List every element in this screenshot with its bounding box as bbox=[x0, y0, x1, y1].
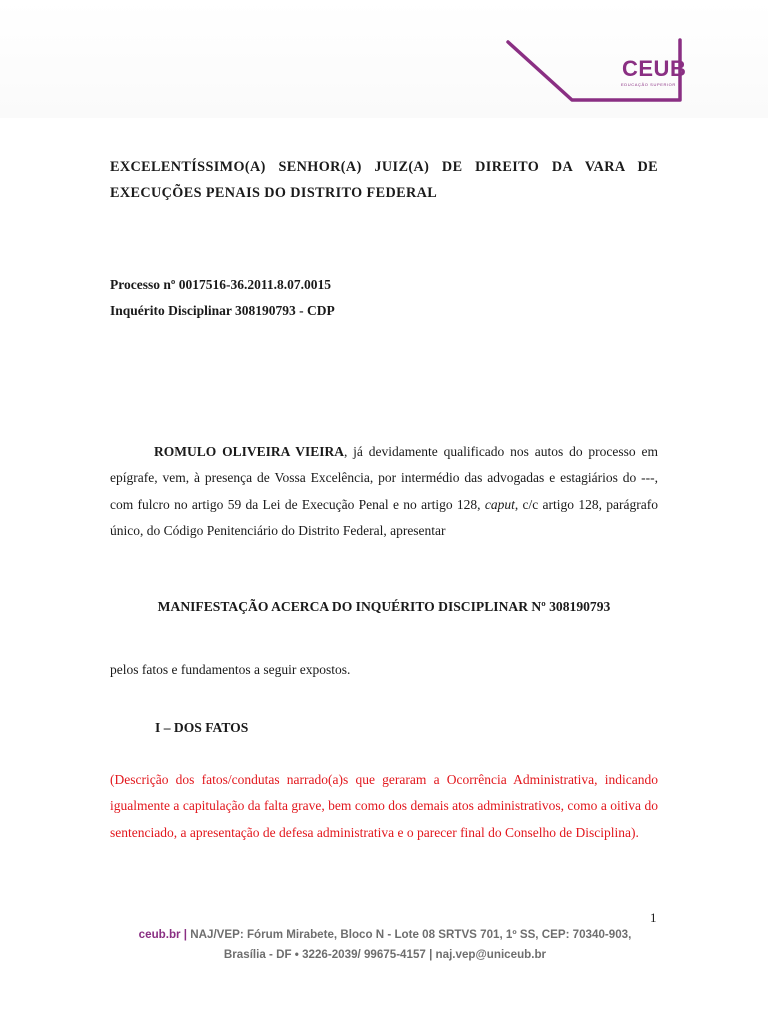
logo-wordmark: CEUB bbox=[622, 56, 687, 81]
footer-separator: | bbox=[183, 928, 188, 941]
ceub-logo bbox=[500, 36, 700, 108]
section-heading-facts: I – DOS FATOS bbox=[155, 720, 249, 735]
document-title: MANIFESTAÇÃO ACERCA DO INQUÉRITO DISCIPLINAR Nº 308190793 bbox=[157, 599, 611, 614]
intro-paragraph bbox=[110, 439, 658, 544]
process-number: Processo nº 0017516-36.2011.8.07.0015 bbox=[110, 277, 331, 292]
logo-subtitle: EDUCAÇÃO SUPERIOR bbox=[621, 82, 676, 87]
page-number: 1 bbox=[650, 910, 657, 925]
footer-line-2: Brasília - DF • 3226-2039/ 99675-4157 | naj.vep@uniceub.br bbox=[223, 948, 547, 961]
process-info bbox=[110, 272, 335, 324]
intro-text-a: , já devidamente qualificado nos autos do processo em epígrafe, vem, à presença de Vossa Excelência, por intermédio das advogadas e estagiários do ---, com fulcro no artigo 59 da Lei de Execução Penal e no artigo 128, bbox=[110, 444, 658, 512]
addressee-line-1: EXCELENTÍSSIMO(A) SENHOR(A) JUIZ(A) DE DIREITO DA VARA DE bbox=[110, 159, 658, 175]
intro-italic-term: caput bbox=[484, 496, 515, 512]
inquiry-number: Inquérito Disciplinar 308190793 - CDP bbox=[110, 303, 335, 318]
footer-site-link[interactable]: ceub.br bbox=[138, 928, 181, 941]
footer-line-1 bbox=[100, 925, 670, 945]
facts-placeholder: (Descrição dos fatos/condutas narrado(a)s que geraram a Ocorrência Administrativa, indicando igualmente a capitulação da falta grave, bem como dos demais atos administrativos, como a oitiva do sentenciado, a apresentação de defesa administrativa e o parecer final do Conselho de Disciplina). bbox=[110, 772, 658, 840]
closing-line: pelos fatos e fundamentos a seguir expostos. bbox=[110, 662, 351, 677]
addressee-line-2: EXECUÇÕES PENAIS DO DISTRITO FEDERAL bbox=[110, 185, 438, 201]
footer-address: NAJ/VEP: Fórum Mirabete, Bloco N - Lote 08 SRTVS 701, 1º SS, CEP: 70340-903, bbox=[187, 928, 632, 941]
addressee-block bbox=[110, 154, 658, 206]
defendant-name: ROMULO OLIVEIRA VIEIRA bbox=[154, 444, 344, 459]
footer bbox=[100, 925, 670, 965]
intro-text-b: , c/c artigo 128, parágrafo único, do Código Penitenciário do Distrito Federal, apresentar bbox=[110, 496, 658, 538]
